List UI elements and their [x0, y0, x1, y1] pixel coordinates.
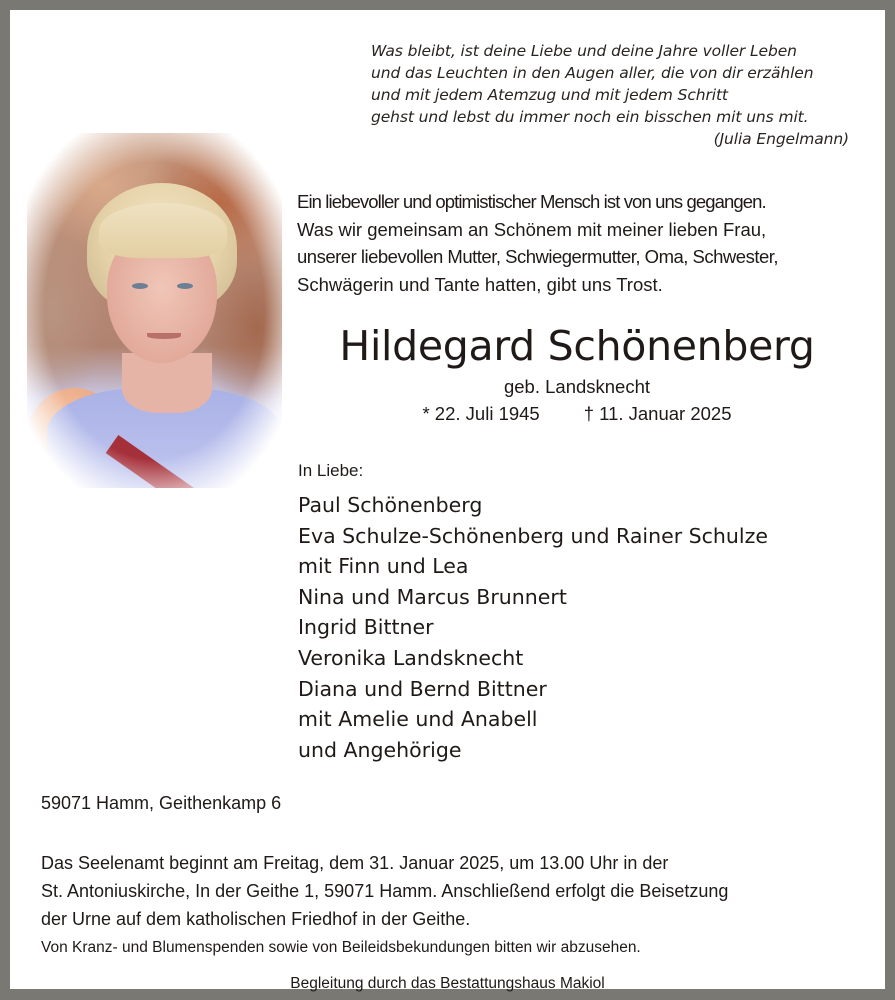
eye-shape [177, 283, 193, 289]
eye-shape [132, 283, 148, 289]
service-details [41, 849, 871, 933]
death-date: † 11. Januar 2025 [583, 403, 732, 424]
mourners-heading: In Liebe: [298, 461, 364, 480]
birth-date: * 22. Juli 1945 [422, 403, 540, 424]
mourner: und Angehörige [298, 737, 462, 762]
service-line: der Urne auf dem katholischen Friedhof in der Geithe. [41, 909, 471, 929]
mourner: mit Finn und Lea [298, 554, 469, 579]
condolence-notice: Von Kranz- und Blumenspenden sowie von Beileidsbekundungen bitten wir abzusehen. [41, 939, 641, 956]
intro-text [297, 188, 867, 298]
mourner: Eva Schulze-Schönenberg und Rainer Schulze [298, 523, 768, 548]
maiden-name: geb. Landsknecht [503, 376, 651, 397]
mourner: Ingrid Bittner [298, 615, 434, 640]
mouth-shape [147, 333, 181, 339]
family-address: 59071 Hamm, Geithenkamp 6 [41, 793, 282, 813]
quote-author: (Julia Engelmann) [713, 130, 849, 148]
life-dates [297, 402, 857, 426]
intro-line: unserer liebevollen Mutter, Schwiegermutter, Oma, Schwester, [297, 246, 779, 267]
mourner: Paul Schönenberg [298, 493, 483, 517]
quote-line: gehst und lebst du immer noch ein bisschen mit uns mit. [371, 108, 809, 126]
quote-line: und das Leuchten in den Augen aller, die von dir erzählen [371, 64, 814, 82]
intro-line: Was wir gemeinsam an Schönem mit meiner lieben Frau, [297, 218, 767, 240]
mourner: Nina und Marcus Brunnert [298, 584, 567, 609]
mourner: Diana und Bernd Bittner [298, 676, 547, 701]
mourners-list [298, 490, 768, 765]
intro-line: Ein liebevoller und optimistischer Mensch ist von uns gegangen. [297, 191, 766, 212]
portrait-photo [27, 133, 282, 488]
memorial-quote [371, 40, 871, 150]
obituary-notice [10, 10, 885, 992]
intro-line: Schwägerin und Tante hatten, gibt uns Trost. [297, 273, 663, 295]
fringe-shape [99, 203, 227, 258]
service-line: Das Seelenamt beginnt am Freitag, dem 31. Januar 2025, um 13.00 Uhr in der [41, 853, 669, 873]
funeral-home: Begleitung durch das Bestattungshaus Makiol [290, 975, 605, 992]
mourner: mit Amelie und Anabell [298, 707, 538, 732]
mourner: Veronika Landsknecht [298, 645, 524, 670]
quote-line: Was bleibt, ist deine Liebe und deine Jahre voller Leben [371, 42, 797, 60]
quote-line: und mit jedem Atemzug und mit jedem Schritt [371, 86, 728, 104]
deceased-name: Hildegard Schönenberg [339, 322, 815, 370]
service-line: St. Antoniuskirche, In der Geithe 1, 59071 Hamm. Anschließend erfolgt die Beisetzung [41, 881, 729, 901]
